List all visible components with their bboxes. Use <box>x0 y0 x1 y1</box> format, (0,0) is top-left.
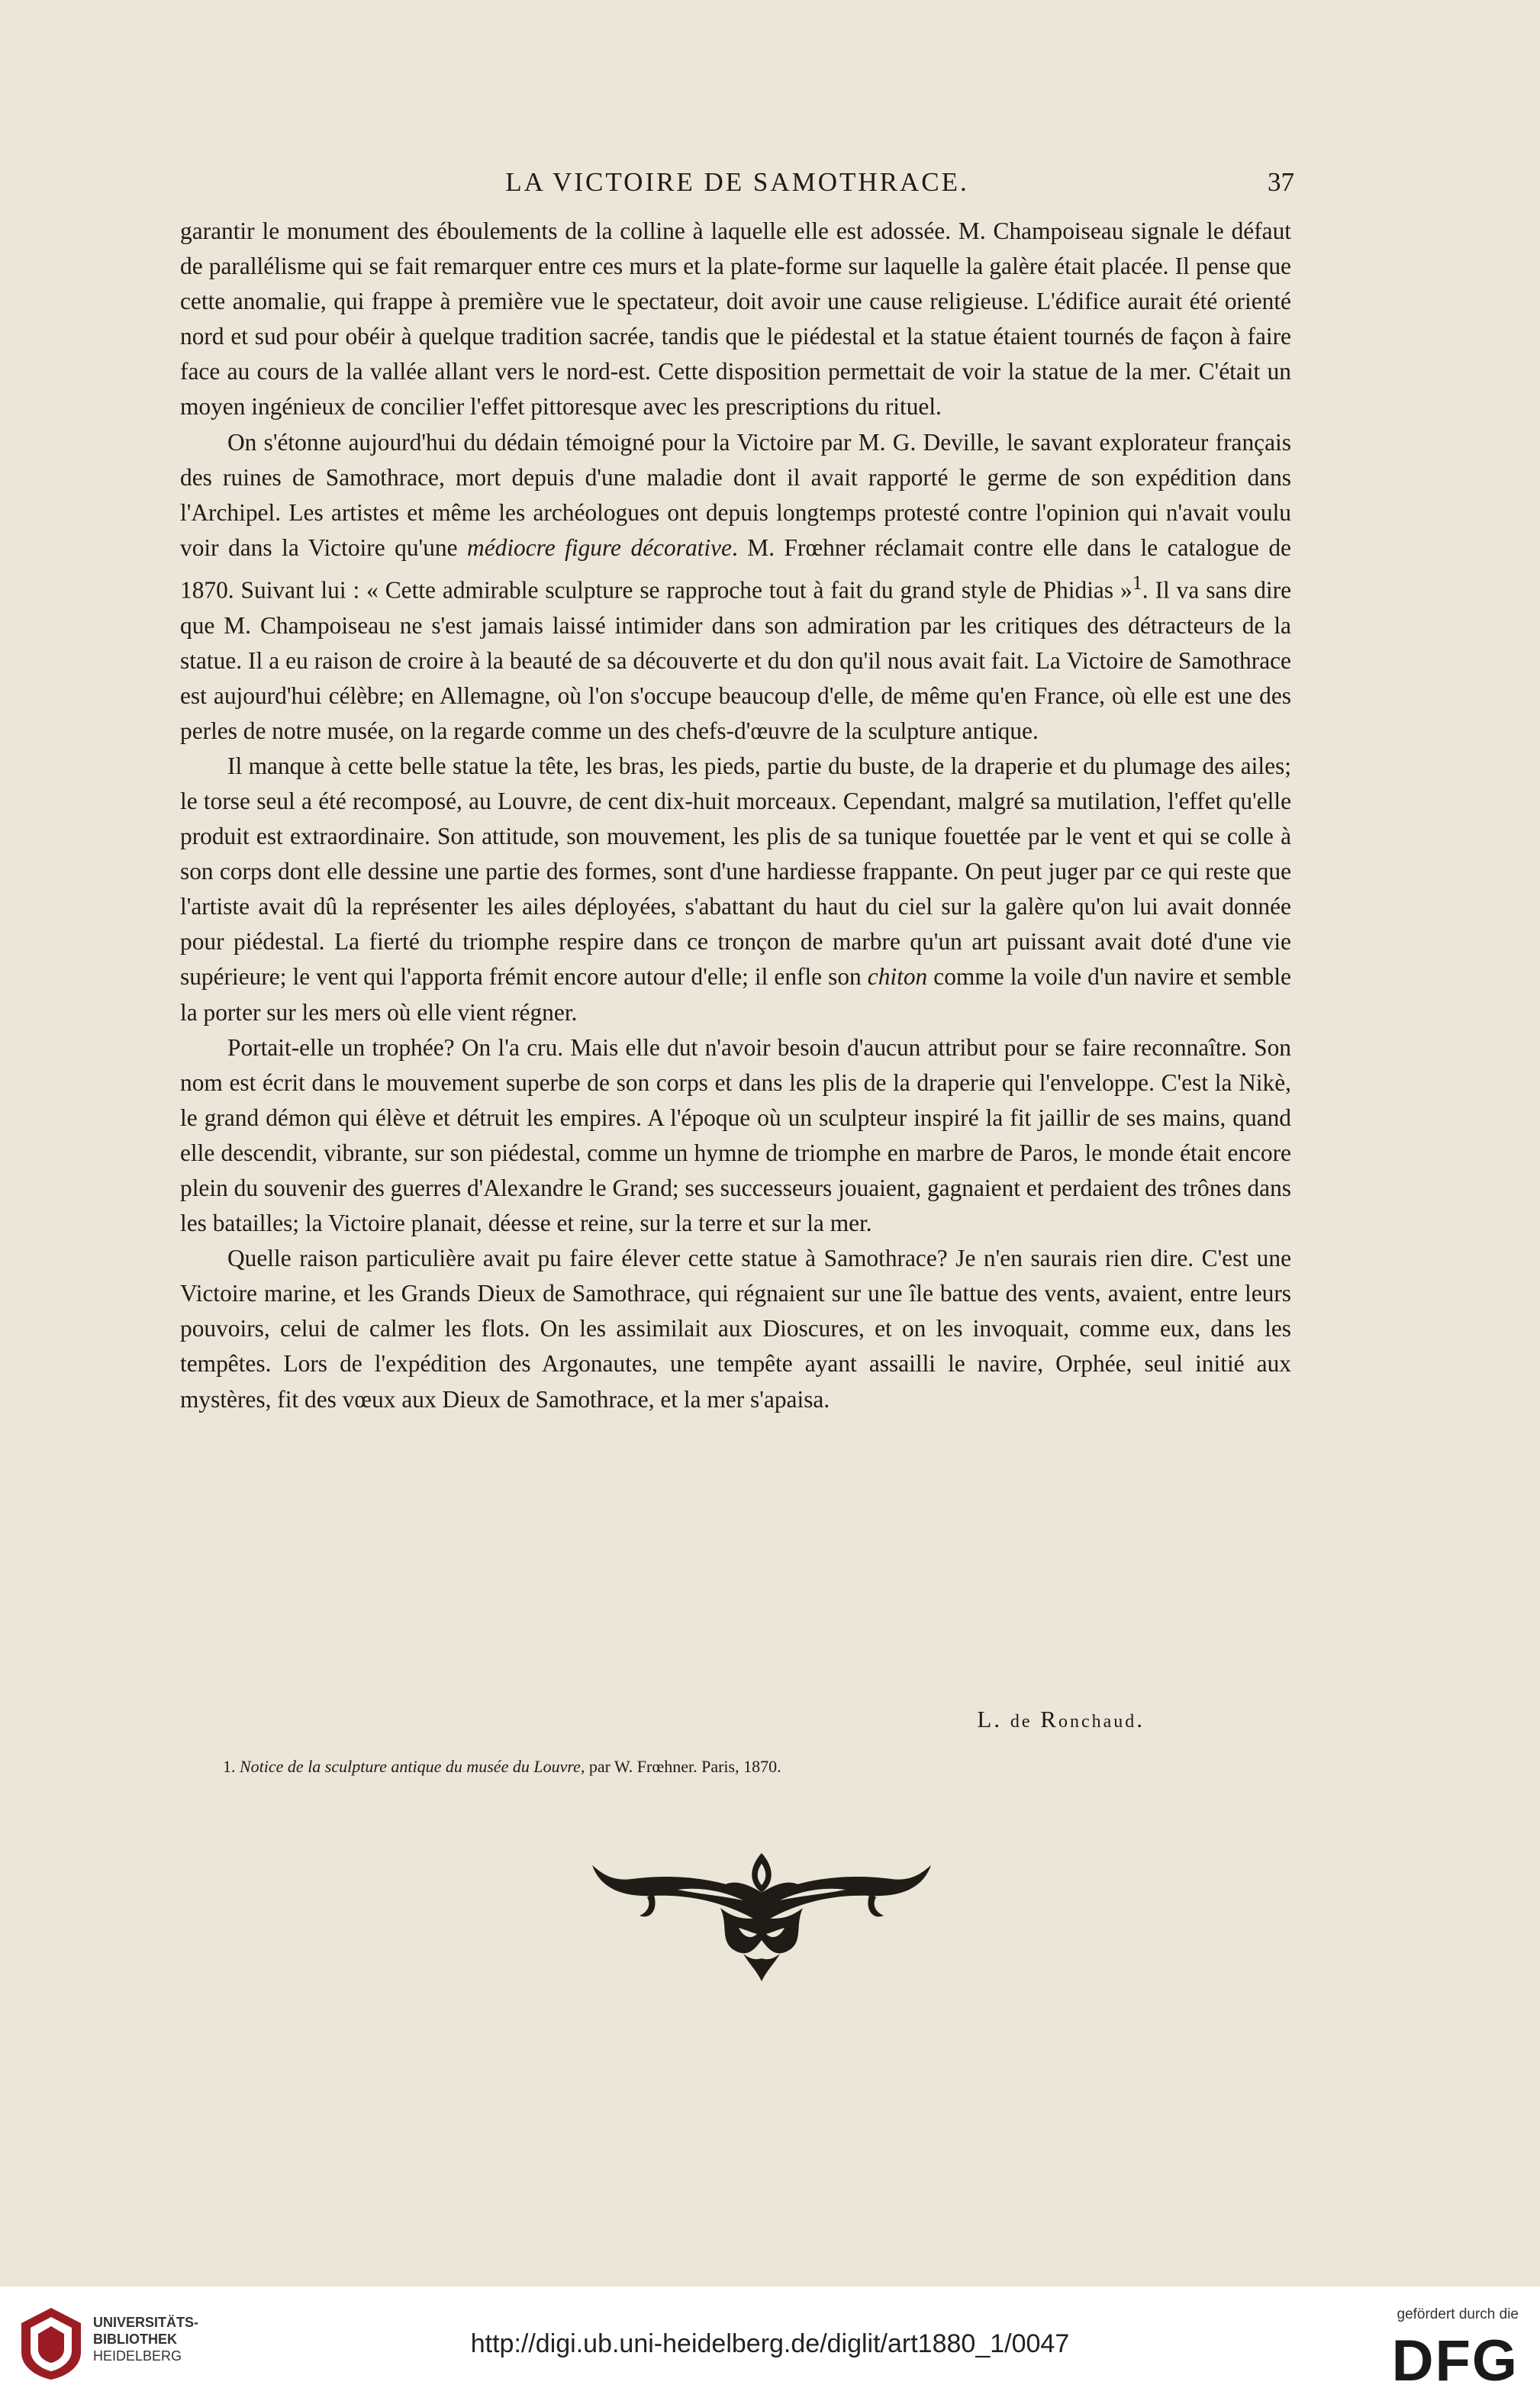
signature-particle: de <box>1010 1712 1033 1732</box>
paragraph-2 <box>180 425 1291 749</box>
paragraph-2-text-a: On s'étonne aujourd'hui du dédain témoigné pour la Victoire par M. G. Deville, le savant explorateur français des ruines de Samothrace, mort depuis d'une maladie dont il avait rapporté le germe de son expédition dans l'Archipel. Les artistes et même les archéologues ont depuis longtemps protesté contre l'opinion qui n'avait voulu voir dans la Victoire qu'une <box>180 428 1291 561</box>
body-text <box>180 214 1291 1417</box>
paragraph-4: Portait-elle un trophée? On l'a cru. Mais elle dut n'avoir besoin d'aucun attribut pour se faire reconnaître. Son nom est écrit dans le mouvement superbe de son corps et dans les plis de la draperie qui l'enveloppe. C'est la Nikè, le grand démon qui élève et détruit les empires. A l'époque où un sculpteur inspiré la fit jaillir de ses mains, quand elle descendit, vibrante, sur son piédestal, comme un hymne de triomphe en marbre de Paros, le monde était encore plein du souvenir des guerres d'Alexandre le Grand; ses successeurs jouaient, gagnaient et perdaient des trônes dans les batailles; la Victoire planait, déesse et reine, sur la terre et sur la mer. <box>180 1033 1291 1237</box>
signature-initial: L. <box>977 1706 1003 1732</box>
paragraph-3-text-a: Il manque à cette belle statue la tête, les bras, les pieds, partie du buste, de la draperie et du plumage des ailes; le torse seul a été recomposé, au Louvre, de cent dix-huit morceaux. Cependant, malgré sa mutilation, l'effet qu'elle produit est extraordinaire. Son attitude, son mouvement, les plis de sa tunique fouettée par le vent et qui se colle à son corps dont elle dessine une partie des formes, sont d'une hardiesse frappante. On peut juger par ce qui reste que l'artiste avait dû la représenter les ailes déployées, s'abattant du haut du ciel sur la galère qu'on lui avait donnée pour piédestal. La fierté du triomphe respire dans ce tronçon de marbre qu'un art puissant avait doté d'une vie supérieure; le vent qui l'apporta frémit encore autour d'elle; il enfle son <box>180 752 1291 991</box>
signature-surname-initial: R <box>1040 1706 1058 1732</box>
paragraph-1: garantir le monument des éboulements de la colline à laquelle elle est adossée. M. Champoiseau signale le défaut de parallélisme qui se fait remarquer entre ces murs et la plate-forme sur laquelle la galère était placée. Il pense que cette anomalie, qui frappe à première vue le spectateur, doit avoir une cause religieuse. L'édifice aurait été orienté nord et sud pour obéir à quelque tradition sacrée, tandis que le piédestal et la statue étaient tournés de façon à faire face au cours de la vallée allant vers le nord-est. Cette disposition permettait de voir la statue de la mer. C'était un moyen ingénieux de concilier l'effet pittoresque avec les prescriptions du rituel. <box>180 218 1291 421</box>
footnote <box>223 1755 781 1778</box>
paragraph-5: Quelle raison particulière avait pu faire élever cette statue à Samothrace? Je n'en saurais rien dire. C'est une Victoire marine, et les Grands Dieux de Samothrace, qui régnaient sur une île battue des vents, avaient, entre leurs pouvoirs, celui de calmer les flots. On les assimilait aux Dioscures, et on les invoquait, comme eux, dans les tempêtes. Lors de l'expédition des Argonautes, une tempête ayant assailli le navire, Orphée, seul initié aux mystères, fit des vœux aux Dieux de Samothrace, et la mer s'apaisa. <box>180 1245 1291 1413</box>
footnote-reference: 1 <box>1132 571 1142 594</box>
dfg-logo: DFG <box>1391 2328 1519 2393</box>
document-url-link[interactable]: http://digi.ub.uni-heidelberg.de/diglit/art1880_1/0047 <box>470 2329 1070 2358</box>
institution-line-2: BIBLIOTHEK <box>93 2332 177 2347</box>
paragraph-2-italic: médiocre figure décorative <box>467 533 732 561</box>
page-number: 37 <box>1268 167 1294 197</box>
paragraph-3 <box>180 749 1291 1030</box>
footnote-marker: 1. <box>223 1757 236 1776</box>
paragraph-2-text-c: . Il va sans dire que M. Champoiseau ne s'est jamais laissé intimider dans son admiration par les critiques des détracteurs de la statue. Il a eu raison de croire à la beauté de sa découverte et du don qu'il nous avait fait. La Victoire de Samothrace est aujourd'hui célèbre; en Allemagne, où l'on s'occupe beaucoup d'elle, de même qu'en France, où elle est une des perles de notre musée, on la regarde comme un des chefs-d'œuvre de la sculpture antique. <box>180 576 1292 744</box>
decorative-ornament-icon <box>586 1839 937 1992</box>
signature-surname-rest: onchaud <box>1058 1712 1137 1732</box>
author-signature <box>977 1702 1145 1739</box>
institution-line-1: UNIVERSITÄTS- <box>93 2315 199 2330</box>
paragraph-2-text-b: . M. Frœhner réclamait contre elle dans le catalogue de 1870. Suivant lui : « Cette admirable sculpture se rapproche tout à fait du grand style de Phidias » <box>180 533 1291 604</box>
funder-note: gefördert durch die <box>1397 2306 1519 2322</box>
paragraph-3-text-b: comme la voile d'un navire et semble la porter sur les mers où elle vient régner. <box>180 963 1291 1026</box>
running-head <box>180 163 1294 201</box>
signature-period: . <box>1136 1706 1145 1732</box>
digitization-footer <box>0 2287 1540 2401</box>
paragraph-3-italic: chiton <box>867 963 928 991</box>
footnote-rest: par W. Frœhner. Paris, 1870. <box>585 1757 781 1776</box>
running-title: LA VICTOIRE DE SAMOTHRACE. <box>505 167 969 197</box>
footnote-title: Notice de la sculpture antique du musée du Louvre, <box>240 1757 585 1776</box>
institution-line-3: HEIDELBERG <box>93 2348 182 2364</box>
